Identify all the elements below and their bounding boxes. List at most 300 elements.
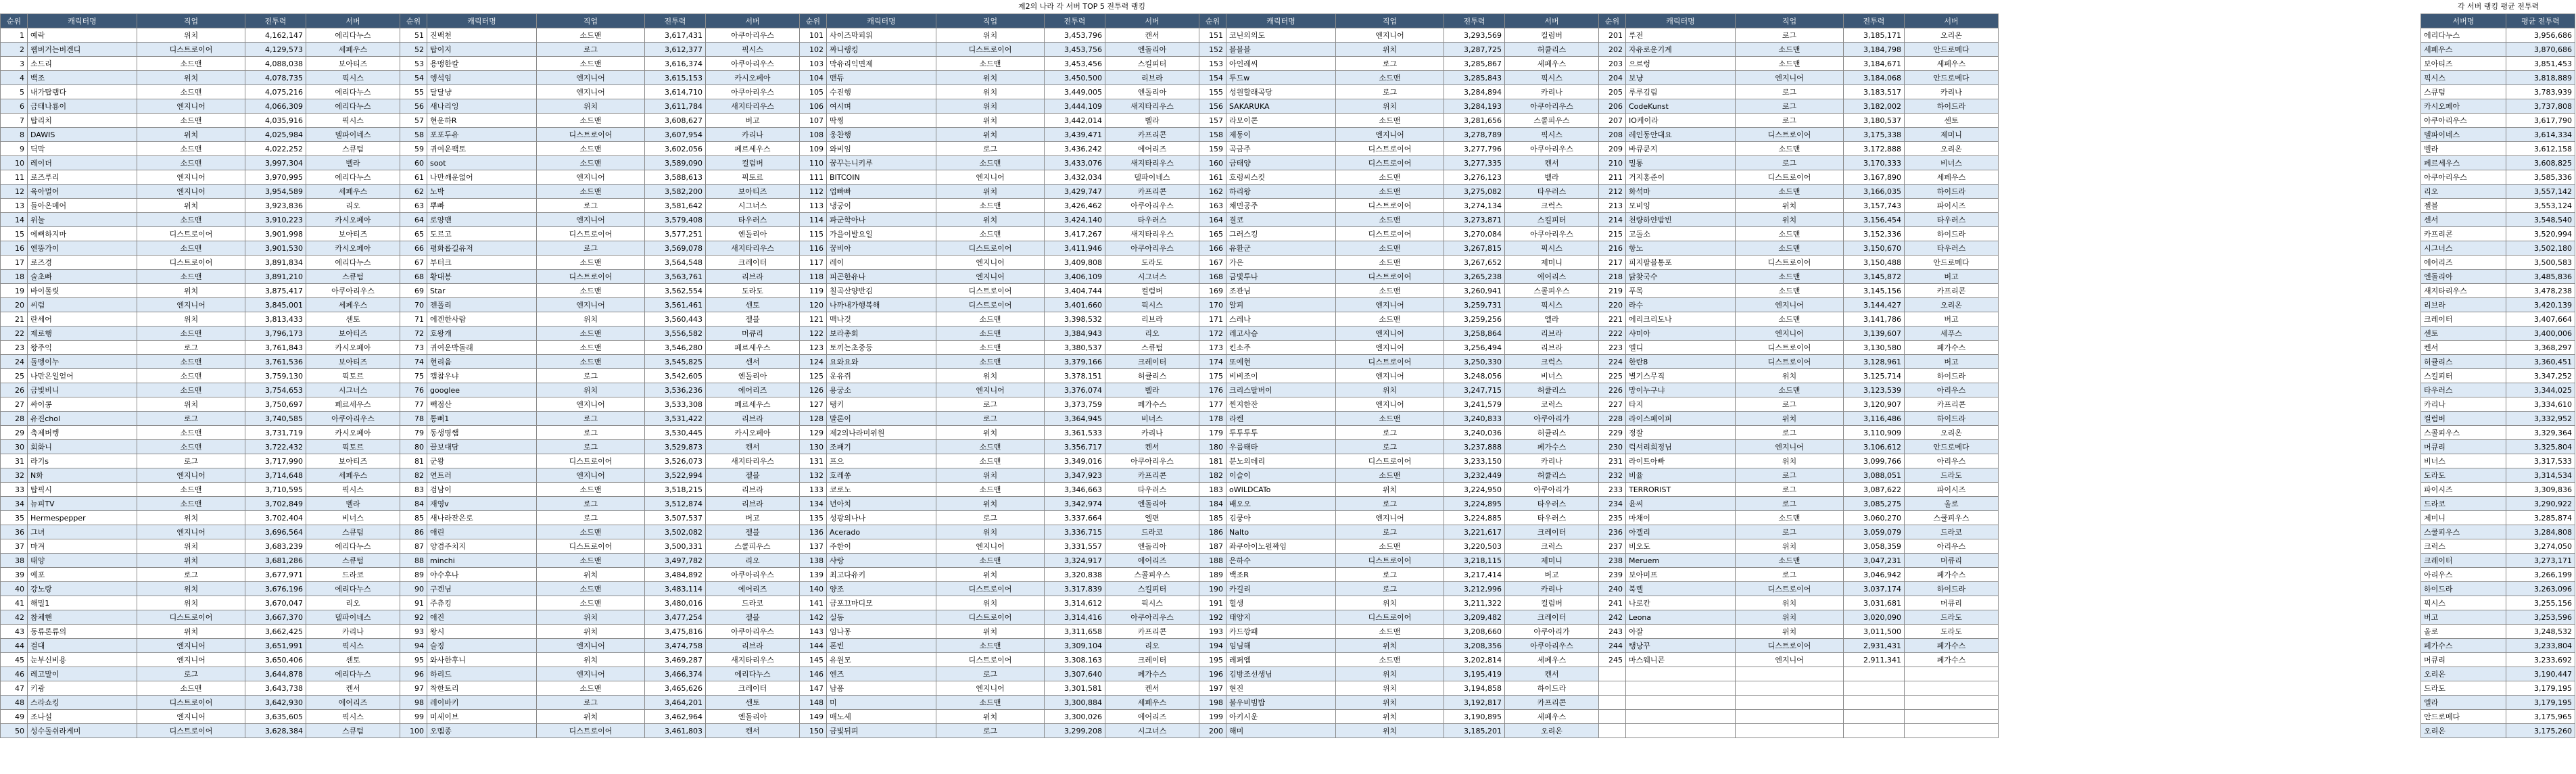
table-row bbox=[1199, 99, 1599, 114]
table-cell: 시그너스 bbox=[1105, 270, 1199, 284]
table-cell: 3,202,814 bbox=[1444, 653, 1505, 667]
table-row bbox=[800, 625, 1199, 639]
table-cell: 축제버렝 bbox=[28, 426, 137, 440]
table-row bbox=[1199, 185, 1599, 199]
table-row bbox=[1199, 440, 1599, 454]
table-cell: 김쿵아 bbox=[1226, 511, 1336, 525]
table-cell: 3,285,843 bbox=[1444, 71, 1505, 85]
table-cell: 소드맨 bbox=[537, 185, 645, 199]
table-cell: 눈부신비용 bbox=[28, 653, 137, 667]
table-cell: 3,047,231 bbox=[1844, 554, 1905, 568]
table-row bbox=[2421, 568, 2575, 582]
table-cell: 로그 bbox=[1736, 28, 1844, 43]
table-cell: 폰빈 bbox=[827, 639, 936, 653]
table-cell: 소드맨 bbox=[137, 213, 245, 227]
empty-cell bbox=[1905, 667, 1999, 681]
table-cell: 업빠빠 bbox=[827, 185, 936, 199]
table-cell: 루루김림 bbox=[1626, 85, 1736, 99]
table-cell: 드라도 bbox=[1905, 610, 1999, 625]
table-cell: 27 bbox=[1, 397, 28, 412]
table-cell: 디스트로이어 bbox=[936, 43, 1045, 57]
table-row bbox=[2421, 383, 2575, 397]
table-cell: 와사한후니 bbox=[427, 653, 537, 667]
table-row bbox=[2421, 369, 2575, 383]
column-header: 서버명 bbox=[2421, 14, 2506, 28]
table-cell: 도라도 bbox=[706, 284, 800, 298]
table-cell: 3,453,456 bbox=[1045, 57, 1105, 71]
server-name-cell: 타우러스 bbox=[2421, 383, 2506, 397]
table-cell: 엔지니어 bbox=[936, 270, 1045, 284]
table-cell: 3,477,254 bbox=[645, 610, 706, 625]
table-cell: 3,267,815 bbox=[1444, 241, 1505, 256]
table-cell: 엔지니어 bbox=[1736, 653, 1844, 667]
table-cell: 픽시스 bbox=[306, 114, 400, 128]
table-row bbox=[2421, 312, 2575, 326]
table-cell: 156 bbox=[1199, 99, 1226, 114]
table-cell: 로그 bbox=[1336, 440, 1444, 454]
table-cell: 3,531,422 bbox=[645, 412, 706, 426]
table-cell: 카리나 bbox=[706, 128, 800, 142]
server-name-cell: 엘라 bbox=[2421, 696, 2506, 710]
empty-cell bbox=[1626, 724, 1736, 738]
column-header: 전투력 bbox=[1444, 14, 1505, 28]
table-cell: 124 bbox=[800, 355, 827, 369]
table-row bbox=[800, 185, 1199, 199]
table-row bbox=[1599, 468, 1999, 483]
table-cell: 델파이네스 bbox=[306, 610, 400, 625]
table-cell: 92 bbox=[400, 610, 427, 625]
table-cell: 스콜피우스 bbox=[1505, 114, 1599, 128]
server-name-cell: 센토 bbox=[2421, 326, 2506, 341]
table-cell: 66 bbox=[400, 241, 427, 256]
table-cell: 임나몽 bbox=[827, 625, 936, 639]
table-cell: 9 bbox=[1, 142, 28, 156]
table-cell: 소드맨 bbox=[537, 341, 645, 355]
table-row bbox=[1, 284, 400, 298]
table-cell: 리오 bbox=[306, 199, 400, 213]
table-cell: 유환군 bbox=[1226, 241, 1336, 256]
table-cell: 달달냥 bbox=[427, 85, 537, 99]
table-row bbox=[400, 454, 800, 468]
table-cell: 3,483,114 bbox=[645, 582, 706, 596]
empty-cell bbox=[1736, 667, 1844, 681]
table-cell: 픽토르 bbox=[306, 369, 400, 383]
server-name-cell: 크레이터 bbox=[2421, 554, 2506, 568]
table-row bbox=[2421, 639, 2575, 653]
table-cell: 포포두유 bbox=[427, 128, 537, 142]
table-cell: 위치 bbox=[936, 28, 1045, 43]
table-cell: 알피 bbox=[1226, 298, 1336, 312]
table-cell: 소드맨 bbox=[537, 554, 645, 568]
table-cell: 로그 bbox=[936, 724, 1045, 738]
table-row bbox=[2421, 284, 2575, 298]
table-cell: 117 bbox=[800, 256, 827, 270]
table-cell: 카프리콘 bbox=[1105, 625, 1199, 639]
table-cell: 111 bbox=[800, 170, 827, 185]
table-cell: 태양지 bbox=[1226, 610, 1336, 625]
table-cell: 154 bbox=[1199, 71, 1226, 85]
table-cell: 소드맨 bbox=[137, 270, 245, 284]
table-cell: 귀여운박돌래 bbox=[427, 341, 537, 355]
table-cell: 197 bbox=[1199, 681, 1226, 696]
table-cell: 76 bbox=[400, 383, 427, 397]
table-row bbox=[1599, 156, 1999, 170]
table-cell: 세페우스 bbox=[1505, 653, 1599, 667]
table-cell: 엔지니어 bbox=[1336, 128, 1444, 142]
table-cell: 소드맨 bbox=[936, 554, 1045, 568]
table-cell: 174 bbox=[1199, 355, 1226, 369]
table-cell: 스쿨피우스 bbox=[1905, 511, 1999, 525]
table-cell: 3,248,056 bbox=[1444, 369, 1505, 383]
table-cell: 144 bbox=[800, 639, 827, 653]
table-cell: 디스트로이어 bbox=[137, 724, 245, 738]
table-cell: 3,364,945 bbox=[1045, 412, 1105, 426]
table-cell: 3,233,150 bbox=[1444, 454, 1505, 468]
table-cell: 벨라 bbox=[1105, 383, 1199, 397]
table-cell: 71 bbox=[400, 312, 427, 326]
table-cell: 75 bbox=[400, 369, 427, 383]
column-header: 직업 bbox=[137, 14, 245, 28]
table-cell: 104 bbox=[800, 71, 827, 85]
table-cell: 3,411,946 bbox=[1045, 241, 1105, 256]
table-cell: 165 bbox=[1199, 227, 1226, 241]
table-row bbox=[2421, 667, 2575, 681]
table-cell: 젤블 bbox=[706, 312, 800, 326]
column-header: 순위 bbox=[1199, 14, 1226, 28]
table-cell: 버고 bbox=[706, 114, 800, 128]
server-name-cell: 센서 bbox=[2421, 213, 2506, 227]
table-cell: 강노랑 bbox=[28, 582, 137, 596]
table-row bbox=[800, 71, 1199, 85]
table-cell: 132 bbox=[800, 468, 827, 483]
table-cell: 소드맨 bbox=[537, 326, 645, 341]
table-cell: 위치 bbox=[137, 71, 245, 85]
table-cell: 센토 bbox=[306, 653, 400, 667]
table-row bbox=[800, 199, 1199, 213]
average-power-cell: 3,317,533 bbox=[2506, 454, 2575, 468]
table-row bbox=[2421, 440, 2575, 454]
table-cell: 166 bbox=[1199, 241, 1226, 256]
table-cell: 젤블 bbox=[706, 525, 800, 539]
table-cell: 3,190,895 bbox=[1444, 710, 1505, 724]
table-cell: 루전 bbox=[1626, 28, 1736, 43]
table-row bbox=[2421, 156, 2575, 170]
table-cell: 소드맨 bbox=[137, 114, 245, 128]
table-cell: 엘디 bbox=[1626, 341, 1736, 355]
table-cell: 디스트로이어 bbox=[1736, 582, 1844, 596]
server-name-cell: 머큐리 bbox=[2421, 653, 2506, 667]
table-cell: 112 bbox=[800, 185, 827, 199]
table-cell: 디스트로이어 bbox=[537, 724, 645, 738]
table-cell: 220 bbox=[1599, 298, 1626, 312]
table-cell: 3,536,236 bbox=[645, 383, 706, 397]
table-cell: 크럭스 bbox=[1505, 355, 1599, 369]
table-cell: 3,560,443 bbox=[645, 312, 706, 326]
table-row bbox=[1, 85, 400, 99]
table-cell: 세페우스 bbox=[1505, 710, 1599, 724]
table-cell: 위치 bbox=[1336, 483, 1444, 497]
table-row bbox=[2421, 57, 2575, 71]
table-row bbox=[400, 142, 800, 156]
table-cell: 52 bbox=[400, 43, 427, 57]
table-row bbox=[1, 28, 400, 43]
table-cell: 소드맨 bbox=[1336, 241, 1444, 256]
table-cell: 3,106,612 bbox=[1844, 440, 1905, 454]
table-cell: 소드맨 bbox=[1336, 653, 1444, 667]
table-cell: 3,320,838 bbox=[1045, 568, 1105, 582]
table-cell: 110 bbox=[800, 156, 827, 170]
table-cell: 3,166,035 bbox=[1844, 185, 1905, 199]
table-cell: 3,484,892 bbox=[645, 568, 706, 582]
table-cell: 페가수스 bbox=[1505, 440, 1599, 454]
table-cell: 3,224,950 bbox=[1444, 483, 1505, 497]
table-cell: 3,260,941 bbox=[1444, 284, 1505, 298]
table-row bbox=[800, 710, 1199, 724]
table-cell: 금태양 bbox=[1226, 156, 1336, 170]
table-cell: 141 bbox=[800, 596, 827, 610]
server-name-cell: 드라도 bbox=[2421, 681, 2506, 696]
ranking-table-5 bbox=[1598, 14, 1999, 738]
table-cell: 디스트로이어 bbox=[1736, 355, 1844, 369]
table-cell: 3,184,068 bbox=[1844, 71, 1905, 85]
table-cell: 벨라 bbox=[1105, 114, 1199, 128]
table-cell: 디스트로이어 bbox=[537, 539, 645, 554]
table-cell: 노박 bbox=[427, 185, 537, 199]
server-name-cell: 페가수스 bbox=[2421, 639, 2506, 653]
table-row bbox=[2421, 199, 2575, 213]
table-row bbox=[800, 156, 1199, 170]
table-cell: 위치 bbox=[936, 710, 1045, 724]
table-cell: 켄서 bbox=[1505, 156, 1599, 170]
table-cell: 42 bbox=[1, 610, 28, 625]
table-cell: 위치 bbox=[137, 312, 245, 326]
table-cell: 로그 bbox=[137, 454, 245, 468]
table-cell: 24 bbox=[1, 355, 28, 369]
table-row bbox=[1599, 426, 1999, 440]
table-cell: 곡금주 bbox=[1226, 142, 1336, 156]
table-row bbox=[800, 341, 1199, 355]
table-cell: 레이 bbox=[827, 256, 936, 270]
table-cell: 3,433,076 bbox=[1045, 156, 1105, 170]
table-row bbox=[2421, 270, 2575, 284]
table-cell: 22 bbox=[1, 326, 28, 341]
server-name-cell: 안드로메다 bbox=[2421, 710, 2506, 724]
table-cell: 142 bbox=[800, 610, 827, 625]
table-cell: 고돌소 bbox=[1626, 227, 1736, 241]
table-row bbox=[2421, 142, 2575, 156]
table-cell: 현진 bbox=[1226, 681, 1336, 696]
table-row bbox=[1599, 383, 1999, 397]
table-cell: 4,088,038 bbox=[245, 57, 306, 71]
table-cell: 호레쏭 bbox=[827, 468, 936, 483]
table-cell: 3,677,971 bbox=[245, 568, 306, 582]
table-row bbox=[2421, 681, 2575, 696]
table-cell: 헐생 bbox=[1226, 596, 1336, 610]
table-cell: 허큘리스 bbox=[1105, 369, 1199, 383]
table-cell: 디스트로이어 bbox=[1336, 355, 1444, 369]
table-cell: 3,141,786 bbox=[1844, 312, 1905, 326]
table-cell: 19 bbox=[1, 284, 28, 298]
table-cell: 3,259,731 bbox=[1444, 298, 1505, 312]
table-row bbox=[1, 681, 400, 696]
table-cell: 스콜피우스 bbox=[1105, 568, 1199, 582]
table-cell: 세페우스 bbox=[1905, 57, 1999, 71]
table-cell: 151 bbox=[1199, 28, 1226, 43]
table-cell: 3,497,782 bbox=[645, 554, 706, 568]
empty-cell bbox=[1626, 681, 1736, 696]
average-power-cell: 3,309,836 bbox=[2506, 483, 2575, 497]
table-row bbox=[1, 241, 400, 256]
table-cell: 세페우스 bbox=[1505, 57, 1599, 71]
table-cell: 위치 bbox=[1336, 724, 1444, 738]
table-cell: 소드맨 bbox=[137, 440, 245, 454]
table-cell: 44 bbox=[1, 639, 28, 653]
table-cell: 3,589,090 bbox=[645, 156, 706, 170]
column-header: 서버 bbox=[1105, 14, 1199, 28]
table-cell: 4,075,216 bbox=[245, 85, 306, 99]
table-row bbox=[1199, 554, 1599, 568]
table-row bbox=[400, 596, 800, 610]
table-cell: 3,247,715 bbox=[1444, 383, 1505, 397]
table-cell: 41 bbox=[1, 596, 28, 610]
table-cell: 소드맨 bbox=[537, 256, 645, 270]
table-cell: 로그 bbox=[1736, 468, 1844, 483]
empty-cell bbox=[1626, 710, 1736, 724]
average-power-cell: 3,368,297 bbox=[2506, 341, 2575, 355]
table-cell: 리브라 bbox=[706, 412, 800, 426]
table-cell: 43 bbox=[1, 625, 28, 639]
table-row bbox=[1, 568, 400, 582]
table-cell: 카리나 bbox=[1105, 426, 1199, 440]
column-header: 캐릭터명 bbox=[1626, 14, 1736, 28]
average-power-cell: 3,233,804 bbox=[2506, 639, 2575, 653]
column-header: 직업 bbox=[936, 14, 1045, 28]
table-cell: 로그 bbox=[537, 241, 645, 256]
table-row bbox=[1199, 568, 1599, 582]
table-cell: 소드맨 bbox=[1736, 511, 1844, 525]
table-cell: 크레이터 bbox=[1105, 355, 1199, 369]
table-row bbox=[1199, 128, 1599, 142]
table-row bbox=[1199, 85, 1599, 99]
table-cell: 230 bbox=[1599, 440, 1626, 454]
table-cell: 에리다누스 bbox=[706, 667, 800, 681]
table-row bbox=[1199, 397, 1599, 412]
table-cell: 디스트로이어 bbox=[137, 610, 245, 625]
table-cell: Leona bbox=[1626, 610, 1736, 625]
table-cell: 3,453,796 bbox=[1045, 28, 1105, 43]
table-cell: 위치 bbox=[1336, 43, 1444, 57]
table-cell: 157 bbox=[1199, 114, 1226, 128]
table-cell: 한란8 bbox=[1626, 355, 1736, 369]
table-row bbox=[800, 454, 1199, 468]
table-cell: 61 bbox=[400, 170, 427, 185]
server-name-cell: 델파이네스 bbox=[2421, 128, 2506, 142]
table-cell: 48 bbox=[1, 696, 28, 710]
table-cell: 실동 bbox=[827, 610, 936, 625]
table-cell: 60 bbox=[400, 156, 427, 170]
table-cell: 206 bbox=[1599, 99, 1626, 114]
table-cell: 디스트로이어 bbox=[1336, 454, 1444, 468]
table-cell: 129 bbox=[800, 426, 827, 440]
table-row bbox=[2421, 28, 2575, 43]
table-cell: 스콜피우스 bbox=[706, 539, 800, 554]
table-cell: 레인동안대요 bbox=[1626, 128, 1736, 142]
table-cell: 디스트로이어 bbox=[1336, 142, 1444, 156]
table-cell: 디스트로이어 bbox=[1336, 610, 1444, 625]
table-cell: 엔돌리아 bbox=[1105, 43, 1199, 57]
table-cell: 보냥 bbox=[1626, 71, 1736, 85]
table-row bbox=[800, 468, 1199, 483]
table-cell: 50 bbox=[1, 724, 28, 738]
table-cell: 디스트로이어 bbox=[137, 43, 245, 57]
table-cell: 위치 bbox=[137, 582, 245, 596]
table-cell: 소드맨 bbox=[137, 426, 245, 440]
table-cell: 140 bbox=[800, 582, 827, 596]
table-cell: 페가수스 bbox=[1905, 341, 1999, 355]
table-cell: 소드맨 bbox=[137, 483, 245, 497]
average-power-cell: 3,478,238 bbox=[2506, 284, 2575, 298]
server-name-cell: 카프리콘 bbox=[2421, 227, 2506, 241]
table-cell: 새나리잉 bbox=[427, 99, 537, 114]
table-cell: 3,208,660 bbox=[1444, 625, 1505, 639]
table-cell: 제2의나라미위원 bbox=[827, 426, 936, 440]
table-cell: 3,612,377 bbox=[645, 43, 706, 57]
table-cell: 세페우스 bbox=[1105, 696, 1199, 710]
table-cell: 190 bbox=[1199, 582, 1226, 596]
table-cell: 세페우스 bbox=[306, 298, 400, 312]
server-name-cell: 스쿨피우스 bbox=[2421, 525, 2506, 539]
table-cell: 레이바키 bbox=[427, 696, 537, 710]
table-row bbox=[2421, 213, 2575, 227]
table-cell: 제동이 bbox=[1226, 128, 1336, 142]
table-cell: 엔지니어 bbox=[936, 681, 1045, 696]
table-cell: 주츄킹 bbox=[427, 596, 537, 610]
table-cell: 세푸스 bbox=[1905, 326, 1999, 341]
table-row bbox=[1599, 511, 1999, 525]
table-cell: 로그 bbox=[936, 397, 1045, 412]
table-cell: 3,970,995 bbox=[245, 170, 306, 185]
table-cell: 3,628,384 bbox=[245, 724, 306, 738]
table-cell: 3,031,681 bbox=[1844, 596, 1905, 610]
table-cell: 푸목 bbox=[1626, 284, 1736, 298]
table-cell: 탱키 bbox=[827, 397, 936, 412]
table-cell: 163 bbox=[1199, 199, 1226, 213]
server-name-cell: 비너스 bbox=[2421, 454, 2506, 468]
table-cell: 유원모 bbox=[827, 653, 936, 667]
table-cell: 스킬피터 bbox=[1105, 57, 1199, 71]
table-cell: 45 bbox=[1, 653, 28, 667]
table-row bbox=[1, 497, 400, 511]
table-cell: 젤블 bbox=[706, 468, 800, 483]
table-row bbox=[400, 710, 800, 724]
table-cell: 피지팔블통포 bbox=[1626, 256, 1736, 270]
table-row bbox=[400, 483, 800, 497]
table-cell: 에어리즈 bbox=[1105, 554, 1199, 568]
table-row bbox=[1199, 426, 1599, 440]
table-cell: 소드맨 bbox=[936, 156, 1045, 170]
table-cell: 3,761,843 bbox=[245, 341, 306, 355]
table-cell: 비비조이 bbox=[1226, 369, 1336, 383]
table-cell: 엔지니어 bbox=[137, 170, 245, 185]
column-header: 캐릭터명 bbox=[827, 14, 936, 28]
table-row bbox=[800, 610, 1199, 625]
table-cell: 금포끄마디모 bbox=[827, 596, 936, 610]
table-cell: 3,185,171 bbox=[1844, 28, 1905, 43]
table-cell: 3,059,079 bbox=[1844, 525, 1905, 539]
table-cell: 디스트로이어 bbox=[1736, 341, 1844, 355]
table-row bbox=[800, 525, 1199, 539]
table-cell: 맥나것 bbox=[827, 312, 936, 326]
